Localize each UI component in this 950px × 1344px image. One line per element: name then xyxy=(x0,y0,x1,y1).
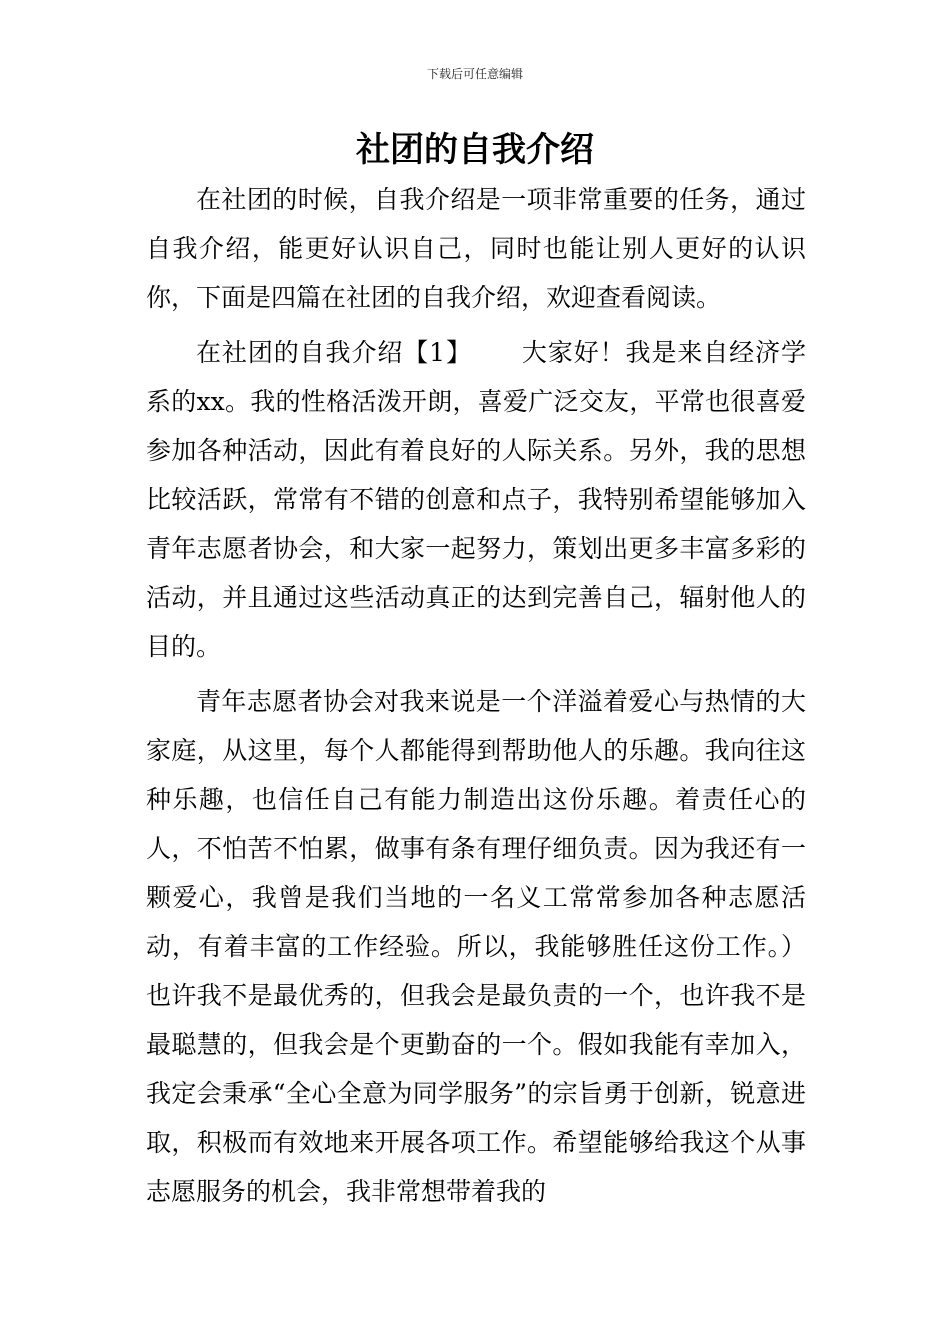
document-body xyxy=(146,175,806,1222)
document-title: 社团的自我介绍 xyxy=(356,130,594,170)
body-paragraph-3: 青年志愿者协会对我来说是一个洋溢着爱心与热情的大家庭，从这里，每个人都能得到帮助他人的乐趣。我向往这种乐趣，也信任自己有能力制造出这份乐趣。着责任心的人，不怕苦不怕累，做事有条有理仔细负责。因为我还有一颗爱心，我曾是我们当地的一名义工常常参加各种志愿活动，有着丰富的工作经验。所以，我能够胜任这份工作。）也许我不是最优秀的，但我会是最负责的一个，也许我不是最聪慧的，但我会是个更勤奋的一个。假如我能有幸加入，我定会秉承“全心全意为同学服务”的宗旨勇于创新，锐意进取，积极而有效地来开展各项工作。希望能够给我这个从事志愿服务的机会，我非常想带着我的 xyxy=(146,687,806,1206)
intro-paragraph: 在社团的时候，自我介绍是一项非常重要的任务，通过自我介绍，能更好认识自己，同时也能让别人更好的认识你，下面是四篇在社团的自我介绍，欢迎查看阅读。 xyxy=(146,185,806,312)
section-1-paragraph xyxy=(146,328,806,671)
header-note: 下载后可任意编辑 xyxy=(426,67,523,81)
section-1-text: 大家好！我是来自经济学系的xx。我的性格活泼开朗，喜爱广泛交友，平常也很喜爱参加各种活动，因此有着良好的人际关系。另外，我的思想比较活跃，常常有不错的创意和点子，我特别希望能够加入青年志愿者协会，和大家一起努力，策划出更多丰富多彩的活动，并且通过这些活动真正的达到完善自己，辐射他人的目的。 xyxy=(146,338,806,661)
section-1-heading: 在社团的自我介绍【1】 xyxy=(196,338,472,367)
